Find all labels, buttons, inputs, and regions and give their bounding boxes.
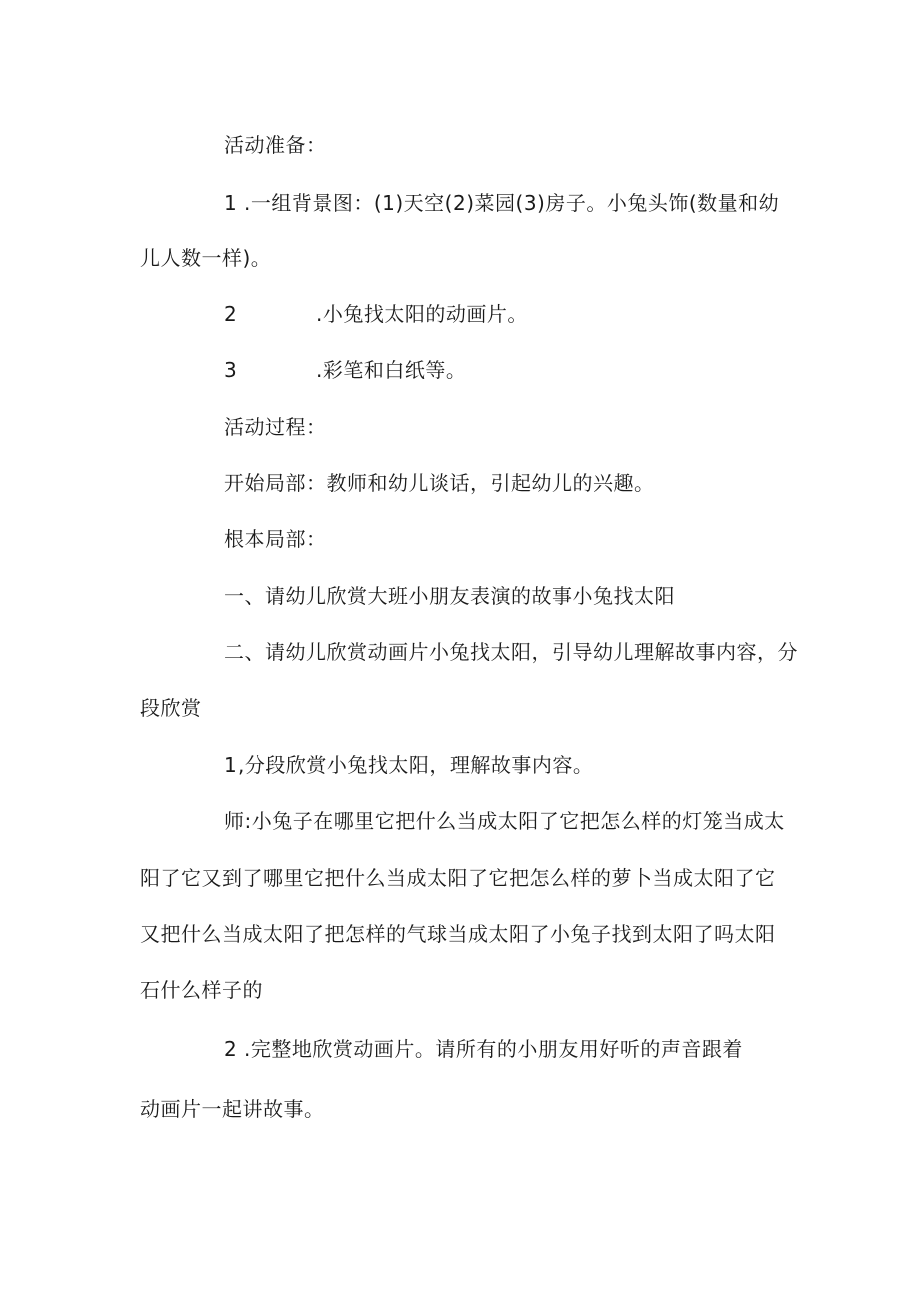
opening-section: 开始局部：教师和幼儿谈话，引起幼儿的兴趣。 <box>224 471 655 495</box>
prep-heading: 活动准备： <box>224 133 327 157</box>
sub2-text: .完整地欣赏动画片。请所有的小朋友用好听的声音跟着 <box>244 1037 743 1061</box>
item2-text: .小兔找太阳的动画片。 <box>316 302 528 326</box>
step-two-continued: 段欣赏 <box>140 696 202 720</box>
item1-number: 1 <box>224 191 237 215</box>
teacher-question-line3: 又把什么当成太阳了把怎样的气球当成太阳了小兔子找到太阳了吗太阳 <box>140 922 776 946</box>
item3-number: 3 <box>224 358 237 382</box>
item3-text: .彩笔和白纸等。 <box>316 358 467 382</box>
item1-text: .一组背景图：(1)天空(2)菜园(3)房子。小兔头饰(数量和幼 <box>244 191 780 215</box>
teacher-question-line1: 师:小兔子在哪里它把什么当成太阳了它把怎么样的灯笼当成太 <box>224 809 785 833</box>
item2-number: 2 <box>224 302 237 326</box>
sub2-text-continued: 动画片一起讲故事。 <box>140 1097 325 1121</box>
sub1-number: 1 <box>224 753 237 777</box>
teacher-question-line4: 石什么样子的 <box>140 978 263 1002</box>
sub2-number: 2 <box>224 1037 237 1061</box>
process-heading: 活动过程： <box>224 415 327 439</box>
teacher-question-line2: 阳了它又到了哪里它把什么当成太阳了它把怎么样的萝卜当成太阳了它 <box>140 866 776 890</box>
sub1-text: ,分段欣赏小兔找太阳，理解故事内容。 <box>238 753 594 777</box>
basic-heading: 根本局部： <box>224 527 327 551</box>
item1-text-continued: 儿人数一样)。 <box>140 246 272 270</box>
step-two: 二、请幼儿欣赏动画片小兔找太阳，引导幼儿理解故事内容，分 <box>224 640 798 664</box>
step-one: 一、请幼儿欣赏大班小朋友表演的故事小兔找太阳 <box>224 584 675 608</box>
